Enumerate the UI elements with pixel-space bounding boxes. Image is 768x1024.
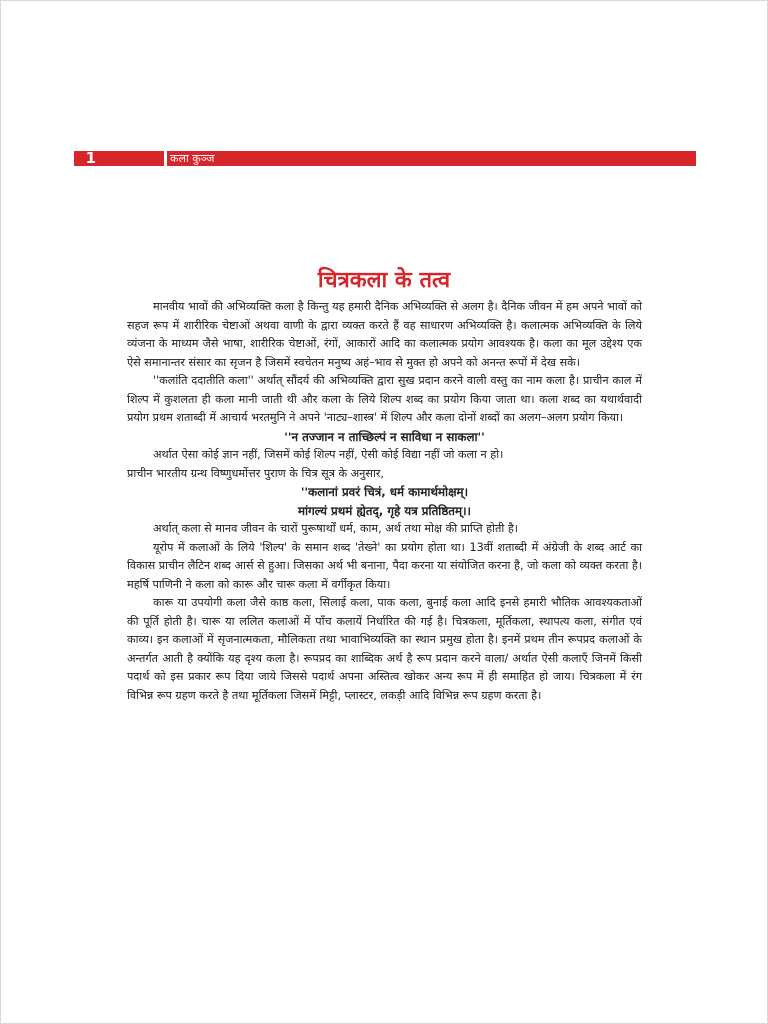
- paragraph-definition: ''कलांति ददातीति कला'' अर्थात् सौंदर्य की अभिव्यक्ति द्वारा सुख प्रदान करने वाली वस्तु का नाम कला है। प्राचीन काल में शिल्प में कुशलता ही कला मानी जाती थी और कला के लिये शिल्प शब्द का प्रयोग किया जाता था। कला शब्द का यथार्थवादी प्रयोग प्रथम शताब्दी में आचार्य भरतमुनि ने अपने 'नाट्य–शास्त्र' में शिल्प और कला दोनों शब्दों का अलग–अलग प्रयोग किया।: [127, 374, 642, 424]
- page-number: 1: [85, 149, 96, 167]
- paragraph-intro: मानवीय भावों की अभिव्यक्ति कला है किन्तु यह हमारी दैनिक अभिव्यक्ति से अलग है। दैनिक जीवन में हम अपने भावों को सहज रूप में शारीरिक चेष्टाओं अथवा वाणी के द्वारा व्यक्त करते हैं वह साधारण अभिव्यक्ति है। कलात्मक अभिव्यक्ति के लिये व्यंजना के माध्यम जैसे भाषा, शारीरिक चेष्टाओं, रंगों, आकारों आदि का कलात्मक प्रयोग आवश्यक है। कला का मूल उद्देश्य एक ऐसे समानान्तर संसार का सृजन है जिसमें स्वचेतन मनुष्य अहं–भाव से मुक्त हो अपने को अनन्त रूपों में देख सके।: [127, 300, 642, 369]
- paragraph-europe: यूरोप में कलाओं के लिये 'शिल्प' के समान शब्द 'तेख्ने' का प्रयोग होता था। 13वीं शताब्दी में अंग्रेजी के शब्द आर्ट का विकास प्राचीन लैटिन शब्द आर्स से हुआ। जिसका अर्थ भी बनाना, पैदा करना या संयोजित करना है, जो कला को व्यक्त करता है। महर्षि पाणिनी ने कला को कारू और चारू कला में वर्गीकृत किया।: [127, 540, 642, 591]
- header-separator: [164, 151, 167, 166]
- sanskrit-quote-1: ''न तज्जान न ताच्छिल्पं न साविधा न साकला'': [284, 429, 485, 444]
- paragraph-vishnudharmottara: प्राचीन भारतीय ग्रन्थ विष्णुधर्मोत्तर पुराण के चित्र सूत्र के अनुसार,: [127, 466, 384, 480]
- paragraph-purusharthas: अर्थात् कला से मानव जीवन के चारों पुरूषार्थों धर्म, काम, अर्थ तथा मोक्ष की प्राप्ति होती है।: [153, 522, 519, 535]
- book-title: कला कुञ्ज: [170, 152, 215, 165]
- paragraph-quote-meaning: अर्थात ऐसा कोई ज्ञान नहीं, जिसमें कोई शिल्प नहीं, ऐसी कोई विद्या नहीं जो कला न हो।: [153, 448, 504, 461]
- sanskrit-quote-2-line-1: ''कलानां प्रवरं चित्रं, धर्म कामार्थमोक्षम्।: [300, 485, 469, 499]
- header-bar: [74, 151, 696, 166]
- sanskrit-quote-2-line-2: मांगल्यं प्रथमं ह्येतद्, गृहे यत्र प्रतिष्ठितम्।।: [297, 503, 472, 518]
- body-text: [127, 298, 642, 705]
- paragraph-karu-charu: कारू या उपयोगी कला जैसे काष्ठ कला, सिलाई कला, पाक कला, बुनाई कला आदि इनसे हमारी भौतिक आवश्यकताओं की पूर्ति होती है। चारू या ललित कलाओं में पाँच कलायें निर्धारित की गई है। चित्रकला, मूर्तिकला, स्थापत्य कला, संगीत एवं काव्य। इन कलाओं में सृजनात्मकता, मौलिकता तथा भावाभिव्यक्ति का स्थान प्रमुख होता है। इनमें प्रथम तीन रूपप्रद कलाओं के अन्तर्गत आती है क्योंकि यह दृश्य कला है। रूपप्रद का शाब्दिक अर्थ है रूप प्रदान करने वाला/ अर्थात ऐसी कलाएँ जिनमें किसी पदार्थ को इस प्रकार रूप दिया जाये जिससे पदार्थ अपना अस्तित्व खोकर अन्य रूप में ही समाहित हो जाय। चित्रकला में रंग विभिन्न रूप ग्रहण करते है तथा मूर्तिकला जिसमें मिट्टी, प्लास्टर, लकड़ी आदि विभिन्न रूप ग्रहण करता है।: [127, 596, 642, 702]
- page-title: चित्रकला के तत्व: [317, 268, 451, 293]
